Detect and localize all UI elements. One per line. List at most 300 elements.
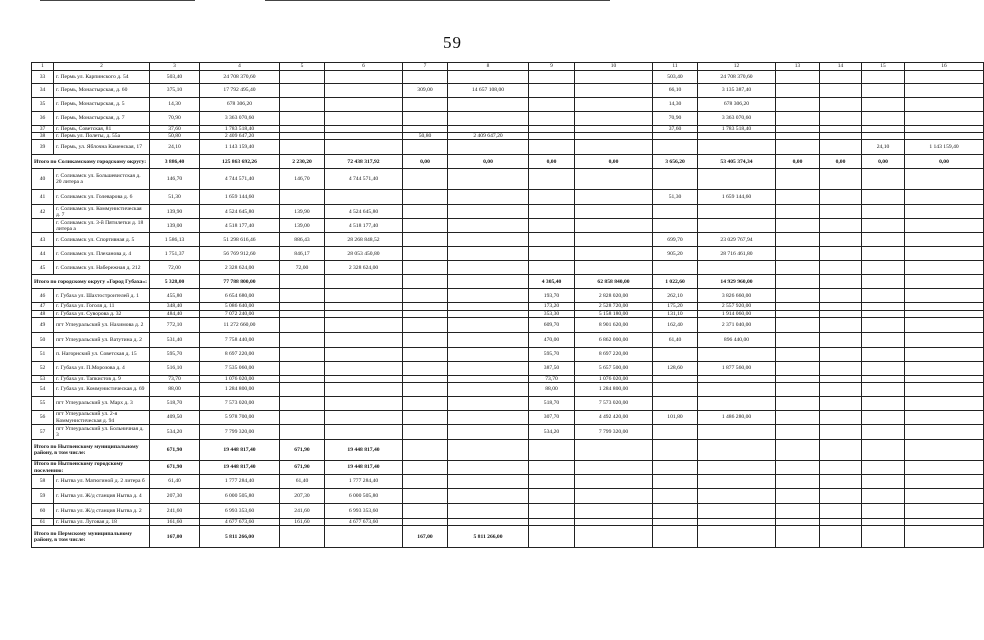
table-row	[32, 133, 984, 140]
cell-col-15	[862, 489, 905, 504]
cell-col-11	[653, 219, 698, 233]
cell-col-7	[403, 489, 448, 504]
cell-col-12: 1 877 560,00	[698, 361, 776, 375]
address-cell: г. Нытва ул. Матюгиной д. 2 литера б	[54, 475, 150, 489]
cell-col-10	[575, 140, 653, 155]
total-row	[32, 155, 984, 169]
cell-col-4: 3 363 070,60	[200, 112, 280, 126]
cell-col-10: 7 573 020,00	[575, 397, 653, 411]
cell-col-16	[905, 519, 984, 526]
cell-col-11: 262,10	[653, 289, 698, 303]
cell-col-4: 2 409 647,20	[200, 133, 280, 140]
cell-col-10	[575, 98, 653, 112]
cell-col-8	[448, 303, 529, 310]
cell-col-11	[653, 397, 698, 411]
cell-col-16	[905, 361, 984, 375]
cell-col-11: 70,90	[653, 112, 698, 126]
cell-col-10	[575, 261, 653, 275]
row-number: 55	[32, 397, 54, 411]
cell-col-3: 409,50	[150, 411, 200, 425]
cell-col-14	[820, 261, 862, 275]
cell-col-12: 2 371 040,00	[698, 317, 776, 332]
cell-col-11	[653, 475, 698, 489]
table-row	[32, 233, 984, 247]
address-cell: г. Губаха ул. Шахтостроителей д. 1	[54, 289, 150, 303]
cell-col-12: 24 708 370,60	[698, 71, 776, 84]
column-header: 12	[698, 63, 776, 71]
cell-col-3: 37,60	[150, 126, 200, 133]
cell-col-9	[529, 261, 575, 275]
cell-col-6: 6 993 353,60	[325, 504, 403, 519]
cell-col-10	[575, 126, 653, 133]
cell-col-10: 5 657 500,00	[575, 361, 653, 375]
cell-col-11: 699,70	[653, 233, 698, 247]
cell-col-14	[820, 411, 862, 425]
cell-col-4: 4 518 177,40	[200, 219, 280, 233]
row-number: 49	[32, 317, 54, 332]
cell-col-9: 307,70	[529, 411, 575, 425]
cell-col-15	[862, 425, 905, 440]
row-number: 33	[32, 71, 54, 84]
cell-col-5: 161,60	[280, 519, 325, 526]
cell-col-15	[862, 504, 905, 519]
cell-col-6: 6 000 505,80	[325, 489, 403, 504]
table-row	[32, 361, 984, 375]
table-row	[32, 71, 984, 84]
cell-col-15: 0,00	[862, 155, 905, 169]
cell-col-13	[776, 397, 820, 411]
cell-col-16	[905, 375, 984, 382]
address-cell: г. Пермь, Монастырская, д. 7	[54, 112, 150, 126]
cell-col-12: 3 826 660,00	[698, 289, 776, 303]
cell-col-8	[448, 219, 529, 233]
address-cell: пгт Углеуральский ул. Нахимова д. 2	[54, 317, 150, 332]
table-row	[32, 84, 984, 98]
cell-col-16	[905, 347, 984, 361]
cell-col-5	[280, 411, 325, 425]
cell-col-8	[448, 98, 529, 112]
cell-col-12: 53 405 374,34	[698, 155, 776, 169]
cell-col-3: 61,40	[150, 475, 200, 489]
cell-col-6	[325, 332, 403, 347]
cell-col-13	[776, 347, 820, 361]
cell-col-3: 146,70	[150, 169, 200, 190]
cell-col-7	[403, 347, 448, 361]
row-number: 58	[32, 475, 54, 489]
cell-col-9: 470,00	[529, 332, 575, 347]
cell-col-3: 531,40	[150, 332, 200, 347]
address-cell: г. Губаха ул. Гоголя д. 11	[54, 303, 150, 310]
cell-col-10	[575, 133, 653, 140]
column-header: 13	[776, 63, 820, 71]
cell-col-4: 1 143 159,40	[200, 140, 280, 155]
cell-col-16	[905, 383, 984, 397]
cell-col-4: 11 272 660,00	[200, 317, 280, 332]
address-cell: г. Губаха ул. П.Морозова д. 4	[54, 361, 150, 375]
cell-col-14	[820, 310, 862, 317]
top-rule-left	[40, 0, 195, 1]
cell-col-4: 6 654 680,00	[200, 289, 280, 303]
cell-col-16	[905, 332, 984, 347]
table-row	[32, 375, 984, 382]
cell-col-8	[448, 519, 529, 526]
cell-col-6: 28 053 450,80	[325, 247, 403, 261]
cell-col-12	[698, 375, 776, 382]
cell-col-8	[448, 247, 529, 261]
cell-col-12	[698, 475, 776, 489]
cell-col-11: 175,20	[653, 303, 698, 310]
cell-col-13	[776, 303, 820, 310]
cell-col-9	[529, 489, 575, 504]
table-row	[32, 347, 984, 361]
address-cell: г. Соликамск ул. Набережная д. 212	[54, 261, 150, 275]
table-row	[32, 289, 984, 303]
column-header: 10	[575, 63, 653, 71]
cell-col-5: 207,30	[280, 489, 325, 504]
cell-col-11: 37,60	[653, 126, 698, 133]
cell-col-9	[529, 526, 575, 548]
row-number: 46	[32, 289, 54, 303]
cell-col-13	[776, 504, 820, 519]
cell-col-15	[862, 440, 905, 461]
cell-col-6	[325, 84, 403, 98]
cell-col-13	[776, 140, 820, 155]
cell-col-14	[820, 504, 862, 519]
cell-col-12	[698, 261, 776, 275]
cell-col-6	[325, 303, 403, 310]
cell-col-4: 7 799 320,00	[200, 425, 280, 440]
total-row	[32, 461, 984, 475]
cell-col-14: 0,00	[820, 155, 862, 169]
cell-col-6	[325, 98, 403, 112]
cell-col-7	[403, 519, 448, 526]
cell-col-6	[325, 375, 403, 382]
row-number: 50	[32, 332, 54, 347]
cell-col-7	[403, 397, 448, 411]
cell-col-9	[529, 84, 575, 98]
cell-col-7	[403, 461, 448, 475]
cell-col-4: 4 524 645,80	[200, 205, 280, 219]
cell-col-6	[325, 112, 403, 126]
cell-col-9	[529, 190, 575, 205]
cell-col-11	[653, 140, 698, 155]
cell-col-11: 51,30	[653, 190, 698, 205]
cell-col-3: 1 751,37	[150, 247, 200, 261]
cell-col-7: 167,00	[403, 526, 448, 548]
cell-col-13: 0,00	[776, 155, 820, 169]
cell-col-5	[280, 289, 325, 303]
column-number-row	[32, 63, 984, 71]
cell-col-9: 73,70	[529, 375, 575, 382]
cell-col-9	[529, 461, 575, 475]
cell-col-11: 1 022,60	[653, 275, 698, 289]
cell-col-6	[325, 425, 403, 440]
address-cell: пгт Углеуральский ул. Больничная д. 3	[54, 425, 150, 440]
cell-col-7	[403, 375, 448, 382]
cell-col-7	[403, 219, 448, 233]
cell-col-14	[820, 317, 862, 332]
cell-col-15	[862, 475, 905, 489]
cell-col-5: 846,17	[280, 247, 325, 261]
column-header: 5	[280, 63, 325, 71]
cell-col-11: 3 656,20	[653, 155, 698, 169]
cell-col-3: 161,60	[150, 519, 200, 526]
cell-col-15	[862, 461, 905, 475]
cell-col-10	[575, 247, 653, 261]
cell-col-13	[776, 310, 820, 317]
cell-col-3: 72,00	[150, 261, 200, 275]
cell-col-7: 309,00	[403, 84, 448, 98]
cell-col-13	[776, 475, 820, 489]
cell-col-10	[575, 84, 653, 98]
cell-col-12	[698, 133, 776, 140]
cell-col-10: 62 858 840,00	[575, 275, 653, 289]
cell-col-9: 609,70	[529, 317, 575, 332]
cell-col-6	[325, 133, 403, 140]
table-row	[32, 475, 984, 489]
table-row	[32, 317, 984, 332]
cell-col-3: 671,90	[150, 440, 200, 461]
cell-col-15	[862, 519, 905, 526]
cell-col-14	[820, 361, 862, 375]
table-row	[32, 504, 984, 519]
cell-col-6: 19 448 817,40	[325, 461, 403, 475]
address-cell: г. Соликамск ул. Плеханова д. 4	[54, 247, 150, 261]
cell-col-3: 671,90	[150, 461, 200, 475]
cell-col-6	[325, 310, 403, 317]
cell-col-9	[529, 205, 575, 219]
cell-col-6	[325, 317, 403, 332]
total-row	[32, 440, 984, 461]
cell-col-5	[280, 190, 325, 205]
cell-col-12: 3 363 070,60	[698, 112, 776, 126]
cell-col-7	[403, 261, 448, 275]
cell-col-14	[820, 219, 862, 233]
cell-col-9	[529, 140, 575, 155]
cell-col-7	[403, 475, 448, 489]
cell-col-13	[776, 375, 820, 382]
cell-col-12	[698, 440, 776, 461]
total-label: Итого по городскому округу «Город Губаха»:	[32, 275, 150, 289]
cell-col-9: 353,30	[529, 310, 575, 317]
cell-col-6	[325, 411, 403, 425]
cell-col-6	[325, 140, 403, 155]
cell-col-11: 101,80	[653, 411, 698, 425]
cell-col-9	[529, 219, 575, 233]
cell-col-5: 241,60	[280, 504, 325, 519]
cell-col-6	[325, 526, 403, 548]
cell-col-3: 207,30	[150, 489, 200, 504]
cell-col-9	[529, 71, 575, 84]
row-number: 54	[32, 383, 54, 397]
cell-col-15	[862, 169, 905, 190]
cell-col-10: 7 799 320,00	[575, 425, 653, 440]
row-number: 47	[32, 303, 54, 310]
cell-col-9	[529, 126, 575, 133]
cell-col-16	[905, 84, 984, 98]
column-header: 2	[54, 63, 150, 71]
cell-col-7	[403, 126, 448, 133]
cell-col-15	[862, 347, 905, 361]
cell-col-6: 4 744 571,40	[325, 169, 403, 190]
cell-col-12	[698, 219, 776, 233]
cell-col-11: 131,10	[653, 310, 698, 317]
table-row	[32, 247, 984, 261]
column-header: 11	[653, 63, 698, 71]
cell-col-13	[776, 317, 820, 332]
cell-col-16	[905, 440, 984, 461]
cell-col-3: 139,00	[150, 219, 200, 233]
table-row	[32, 425, 984, 440]
cell-col-8	[448, 425, 529, 440]
cell-col-14	[820, 205, 862, 219]
cell-col-12	[698, 383, 776, 397]
cell-col-4: 51 298 616,46	[200, 233, 280, 247]
cell-col-8	[448, 289, 529, 303]
cell-col-10: 2 828 020,00	[575, 289, 653, 303]
cell-col-3: 73,70	[150, 375, 200, 382]
cell-col-12: 1 486 280,00	[698, 411, 776, 425]
cell-col-11: 503,40	[653, 71, 698, 84]
cell-col-3: 455,80	[150, 289, 200, 303]
cell-col-13	[776, 411, 820, 425]
cell-col-15	[862, 261, 905, 275]
cell-col-13	[776, 233, 820, 247]
cell-col-4: 1 777 284,40	[200, 475, 280, 489]
cell-col-3: 5 328,00	[150, 275, 200, 289]
row-number: 45	[32, 261, 54, 275]
cell-col-14	[820, 383, 862, 397]
cell-col-13	[776, 84, 820, 98]
cell-col-12: 2 557 920,00	[698, 303, 776, 310]
cell-col-10	[575, 219, 653, 233]
cell-col-5: 2 230,20	[280, 155, 325, 169]
row-number: 36	[32, 112, 54, 126]
cell-col-11: 14,30	[653, 98, 698, 112]
cell-col-3: 772,10	[150, 317, 200, 332]
cell-col-7	[403, 140, 448, 155]
cell-col-3: 50,80	[150, 133, 200, 140]
table-row	[32, 411, 984, 425]
cell-col-7: 0,00	[403, 155, 448, 169]
total-label: Итого по Нытвенскому городскому поселению:	[32, 461, 150, 475]
cell-col-13	[776, 461, 820, 475]
cell-col-11	[653, 440, 698, 461]
cell-col-7	[403, 247, 448, 261]
cell-col-12: 1 914 060,00	[698, 310, 776, 317]
cell-col-8	[448, 112, 529, 126]
cell-col-6	[325, 289, 403, 303]
cell-col-7	[403, 71, 448, 84]
cell-col-14	[820, 71, 862, 84]
cell-col-3: 484,40	[150, 310, 200, 317]
cell-col-8	[448, 397, 529, 411]
cell-col-13	[776, 112, 820, 126]
row-number: 35	[32, 98, 54, 112]
table-row	[32, 397, 984, 411]
cell-col-12	[698, 347, 776, 361]
cell-col-9	[529, 519, 575, 526]
cell-col-15	[862, 375, 905, 382]
row-number: 59	[32, 489, 54, 504]
cell-col-8	[448, 332, 529, 347]
cell-col-9: 88,00	[529, 383, 575, 397]
cell-col-5	[280, 112, 325, 126]
cell-col-5	[280, 375, 325, 382]
table-row	[32, 205, 984, 219]
cell-col-8	[448, 461, 529, 475]
cell-col-5	[280, 84, 325, 98]
cell-col-6	[325, 190, 403, 205]
cell-col-8	[448, 233, 529, 247]
cell-col-3: 14,30	[150, 98, 200, 112]
row-number: 61	[32, 519, 54, 526]
cell-col-8	[448, 317, 529, 332]
cell-col-5: 671,90	[280, 440, 325, 461]
cell-col-11	[653, 383, 698, 397]
cell-col-8	[448, 475, 529, 489]
cell-col-5	[280, 361, 325, 375]
cell-col-12	[698, 461, 776, 475]
cell-col-13	[776, 219, 820, 233]
cell-col-3: 241,60	[150, 504, 200, 519]
cell-col-9: 193,70	[529, 289, 575, 303]
cell-col-13	[776, 361, 820, 375]
cell-col-6: 28 268 848,52	[325, 233, 403, 247]
column-header: 7	[403, 63, 448, 71]
cell-col-3: 518,70	[150, 397, 200, 411]
address-cell: г. Соликамск ул. Коммунистическая д. 7	[54, 205, 150, 219]
cell-col-15	[862, 361, 905, 375]
cell-col-13	[776, 489, 820, 504]
cell-col-13	[776, 98, 820, 112]
cell-col-16	[905, 289, 984, 303]
cell-col-6: 4 677 673,60	[325, 519, 403, 526]
cell-col-6	[325, 275, 403, 289]
cell-col-13	[776, 275, 820, 289]
cell-col-11	[653, 169, 698, 190]
cell-col-5: 146,70	[280, 169, 325, 190]
data-table	[31, 62, 984, 548]
cell-col-8	[448, 190, 529, 205]
cell-col-15	[862, 317, 905, 332]
cell-col-12	[698, 169, 776, 190]
cell-col-14	[820, 375, 862, 382]
cell-col-16	[905, 133, 984, 140]
cell-col-15	[862, 383, 905, 397]
cell-col-11	[653, 425, 698, 440]
cell-col-7	[403, 332, 448, 347]
cell-col-7	[403, 98, 448, 112]
address-cell: г. Соликамск ул. 3-й Пятилетки д. 18 литера а	[54, 219, 150, 233]
cell-col-14	[820, 247, 862, 261]
cell-col-8	[448, 310, 529, 317]
cell-col-9: 518,70	[529, 397, 575, 411]
cell-col-12: 896 440,00	[698, 332, 776, 347]
table-row	[32, 190, 984, 205]
cell-col-15	[862, 411, 905, 425]
cell-col-10	[575, 519, 653, 526]
row-number: 40	[32, 169, 54, 190]
cell-col-5	[280, 303, 325, 310]
cell-col-15	[862, 133, 905, 140]
cell-col-4: 678 306,20	[200, 98, 280, 112]
cell-col-5	[280, 526, 325, 548]
total-label: Итого по Соликамскому городскому округу:	[32, 155, 150, 169]
cell-col-16	[905, 310, 984, 317]
cell-col-13	[776, 425, 820, 440]
cell-col-6: 2 328 624,00	[325, 261, 403, 275]
